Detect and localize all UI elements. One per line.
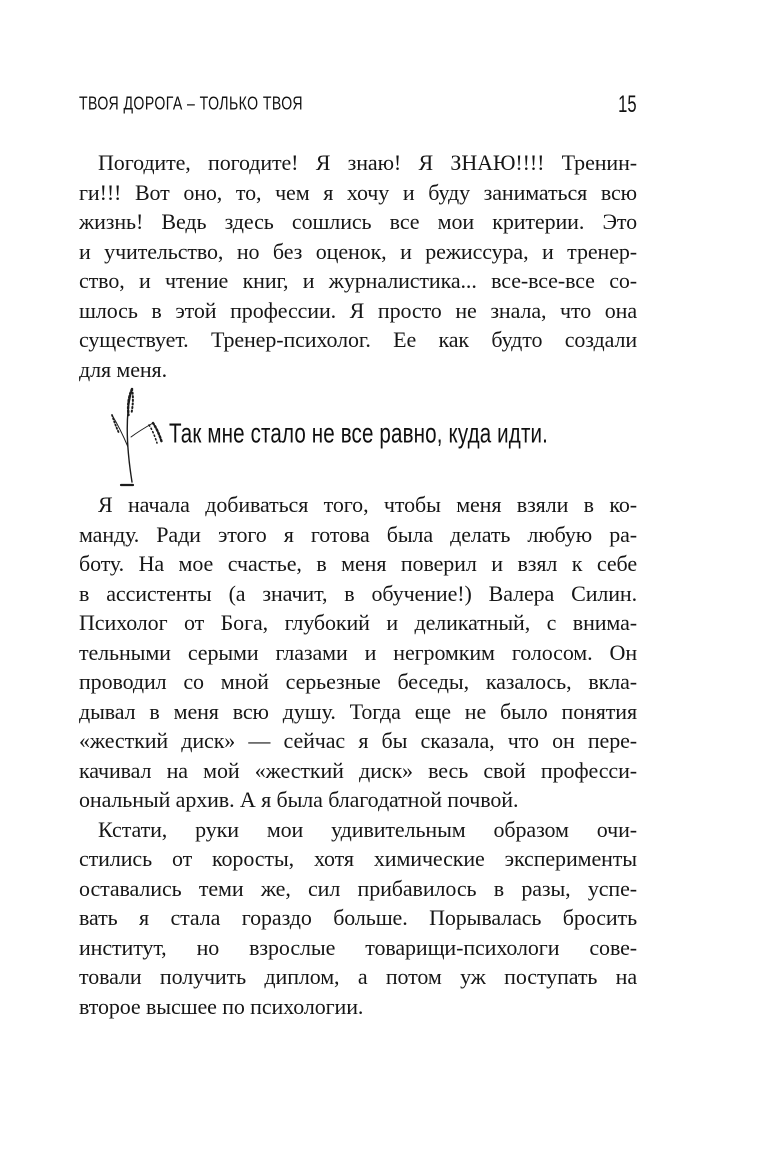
text-line: институт, но взрослые товарищи-психологи сове- [79, 934, 637, 960]
text-line: боту. На мое счастье, в меня поверил и взял к себе [79, 551, 637, 576]
text-block [79, 148, 637, 1021]
text-line: оставались теми же, сил прибавилось в разы, успе- [79, 875, 637, 901]
text-line: ональный архив. А я была благодатной почвой. [79, 787, 519, 812]
quote-block [79, 384, 637, 488]
paragraph [79, 148, 637, 384]
page-number: 15 [618, 90, 637, 118]
text-line: и учительство, но без оценок, и режиссура, и тренер- [79, 238, 637, 264]
text-line: существует. Тренер-психолог. Ее как будто создали [79, 327, 637, 352]
text-line: проводил со мной серьезные беседы, казалось, вкла- [79, 669, 637, 694]
paragraph [79, 815, 637, 1022]
text-line: ство, и чтение книг, и журналистика... все-все-все со- [79, 268, 637, 293]
text-line: жизнь! Ведь здесь сошлись все мои критерии. Это [79, 209, 637, 234]
text-line: в ассистенты (а значит, в обучение!) Валера Силин. [79, 580, 637, 606]
text-line: для меня. [79, 356, 167, 382]
text-line: стились от коросты, хотя химические эксперименты [79, 846, 637, 871]
text-line: шлось в этой профессии. Я просто не знала, что она [79, 297, 637, 323]
text-line: тельными серыми глазами и негромким голосом. Он [79, 639, 637, 665]
text-line: товали получить диплом, а потом уж поступать на [79, 964, 637, 989]
text-line: Я начала добиваться того, чтобы меня взяли в ко- [98, 492, 637, 517]
text-line: Кстати, руки мои удивительным образом очи- [98, 816, 637, 842]
text-line: качивал на мой «жесткий диск» весь свой професси- [79, 757, 637, 783]
page-header [79, 90, 637, 118]
text-line: «жесткий диск» — сейчас я бы сказала, что он пере- [79, 728, 637, 753]
quote-text: Так мне стало не все равно, куда идти. [169, 416, 549, 449]
paragraph [79, 490, 637, 815]
text-line: Психолог от Бога, глубокий и деликатный, с внима- [79, 610, 637, 635]
text-line: второе высшее по психологии. [79, 993, 364, 1019]
text-line: манду. Ради этого я готова была делать любую ра- [79, 521, 637, 547]
text-line: ги!!! Вот оно, то, чем я хочу и буду заниматься всю [79, 179, 637, 205]
grass-sketch-icon [99, 385, 167, 487]
running-title: ТВОЯ ДОРОГА – ТОЛЬКО ТВОЯ [79, 94, 303, 115]
text-line: Погодите, погодите! Я знаю! Я ЗНАЮ!!!! Тренин- [98, 150, 637, 175]
text-line: дывал в меня всю душу. Тогда еще не было понятия [79, 698, 637, 724]
text-line: вать я стала гораздо больше. Порывалась бросить [79, 905, 637, 930]
